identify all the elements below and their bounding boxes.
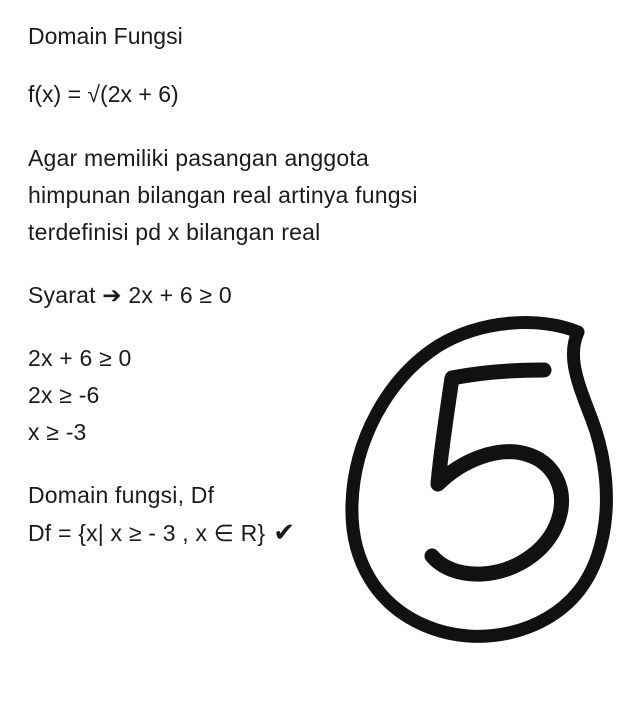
- spacer: [28, 52, 608, 78]
- step-line-1: 2x + 6 ≥ 0: [28, 345, 132, 371]
- step-line-2: 2x ≥ -6: [28, 382, 100, 408]
- document-content: [28, 20, 608, 552]
- paragraph-line-2: himpunan bilangan real artinya fungsi: [28, 182, 418, 208]
- conclusion-value: Df = {x| x ≥ - 3 , x ∈ R}: [28, 520, 266, 546]
- paragraph-line-1: Agar memiliki pasangan anggota: [28, 145, 369, 171]
- step-line-3: x ≥ -3: [28, 419, 87, 445]
- spacer: [28, 451, 608, 477]
- paragraph-line-3: terdefinisi pd x bilangan real: [28, 219, 321, 245]
- spacer: [28, 314, 608, 340]
- check-icon: ✔: [273, 517, 296, 547]
- page-title: Domain Fungsi: [28, 23, 183, 49]
- function-definition: f(x) = √(2x + 6): [28, 81, 179, 107]
- spacer: [28, 251, 608, 277]
- conclusion-label: Domain fungsi, Df: [28, 482, 215, 508]
- conclusion-row: [28, 514, 608, 552]
- spacer: [28, 110, 608, 140]
- condition-line: Syarat ➔ 2x + 6 ≥ 0: [28, 282, 232, 308]
